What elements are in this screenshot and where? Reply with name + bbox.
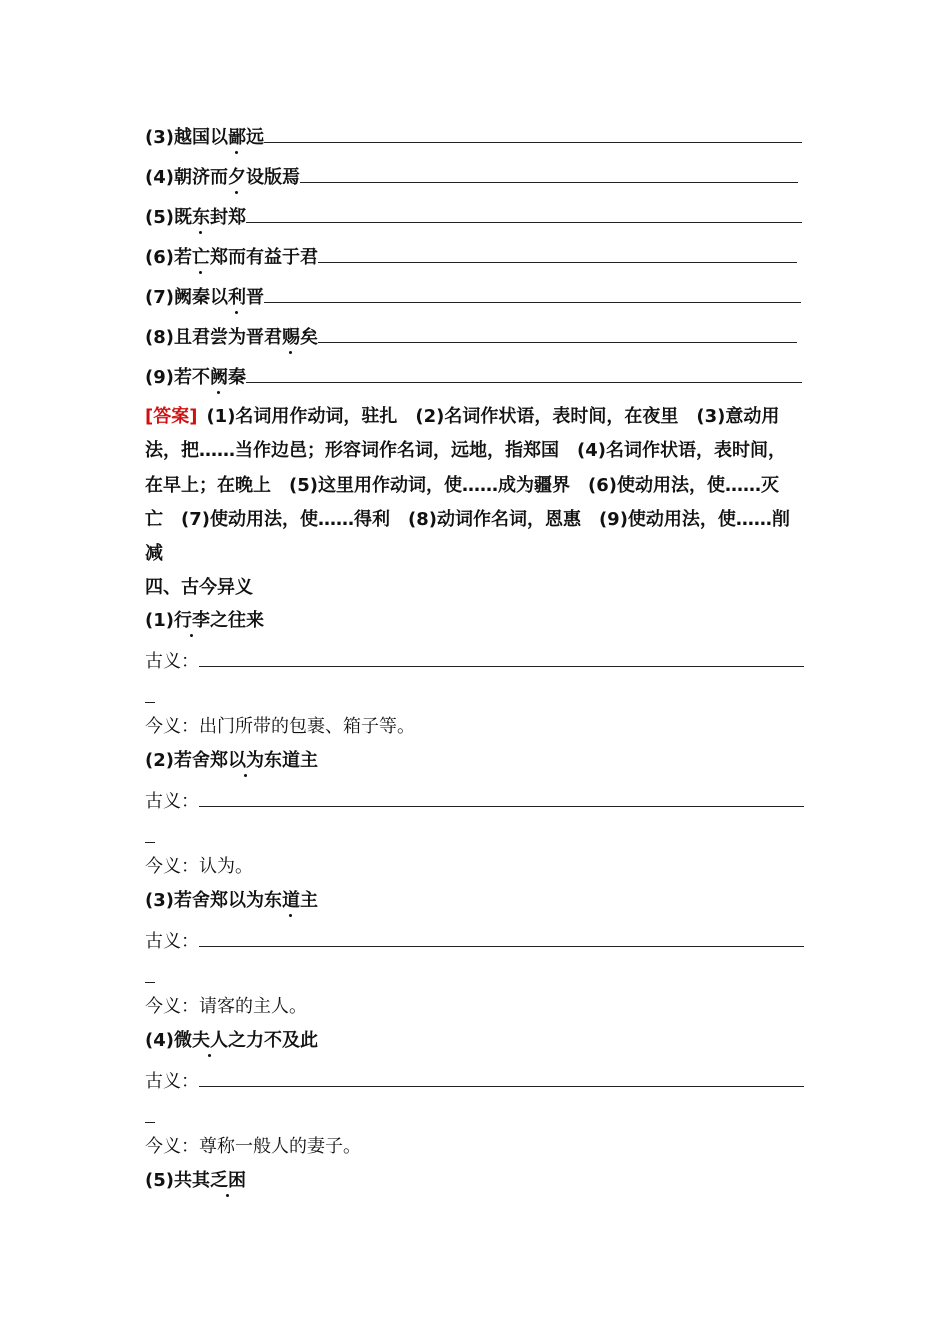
- gujin-item-4: (4)微夫人之力不及此: [145, 1030, 318, 1051]
- blank-tail: [145, 824, 155, 843]
- jin-yi-line-4: 今义：尊称一般人的妻子。: [145, 1136, 361, 1157]
- answer-line-3: 在早上；在晚上 (5)这里用作动词，使……成为疆界 (6)使动用法，使……灭: [145, 475, 779, 496]
- gu-yi-blank[interactable]: [199, 928, 804, 947]
- gujin-item-3: (3)若舍郑以为东道主: [145, 890, 318, 911]
- blank-tail: [145, 964, 155, 983]
- jin-yi-line-3: 今义：请客的主人。: [145, 996, 307, 1017]
- gu-yi-blank[interactable]: [199, 1068, 804, 1087]
- answer-blank[interactable]: [300, 164, 798, 183]
- blank-tail: [145, 684, 155, 703]
- jin-yi-line-1: 今义：出门所带的包裹、箱子等。: [145, 716, 415, 737]
- gujin-item-2: (2)若舍郑以为东道主: [145, 750, 318, 771]
- item-3: (3)越国以鄙远: [145, 124, 815, 150]
- item-5: (5)既东封郑: [145, 204, 815, 230]
- answer-blank[interactable]: [264, 124, 802, 143]
- answer-blank[interactable]: [246, 364, 802, 383]
- item-4: (4)朝济而夕设版焉: [145, 164, 815, 190]
- gujin-item-5: (5)共其乏困: [145, 1170, 246, 1191]
- answer-line-2: 法，把……当作边邑；形容词作名词，远地，指郑国 (4)名词作状语，表时间，: [145, 440, 786, 461]
- answer-blank[interactable]: [318, 244, 797, 263]
- answer-tag: [答案]: [145, 406, 198, 427]
- answer-line-5: 减: [145, 543, 163, 564]
- gu-yi-blank[interactable]: [199, 788, 804, 807]
- item-6: (6)若亡郑而有益于君: [145, 244, 815, 270]
- gu-yi-line-2: 古义：: [145, 788, 815, 814]
- jin-yi-line-2: 今义：认为。: [145, 856, 253, 877]
- gu-yi-line-1: 古义：: [145, 648, 815, 674]
- gujin-item-1: (1)行李之往来: [145, 610, 264, 631]
- answer-line-1: [答案] (1)名词用作动词，驻扎 (2)名词作状语，表时间，在夜里 (3)意动用: [145, 406, 780, 427]
- blank-tail: [145, 1104, 155, 1123]
- gu-yi-line-4: 古义：: [145, 1068, 815, 1094]
- answer-blank[interactable]: [264, 284, 801, 303]
- item-9: (9)若不阙秦: [145, 364, 815, 390]
- answer-blank[interactable]: [246, 204, 802, 223]
- answer-line-4: 亡 (7)使动用法，使……得利 (8)动词作名词，恩惠 (9)使动用法，使……削: [145, 509, 790, 530]
- item-7: (7)阙秦以利晋: [145, 284, 815, 310]
- section-title: 四、古今异义: [145, 577, 253, 598]
- item-8: (8)且君尝为晋君赐矣: [145, 324, 815, 350]
- gu-yi-line-3: 古义：: [145, 928, 815, 954]
- gu-yi-blank[interactable]: [199, 648, 804, 667]
- answer-blank[interactable]: [318, 324, 797, 343]
